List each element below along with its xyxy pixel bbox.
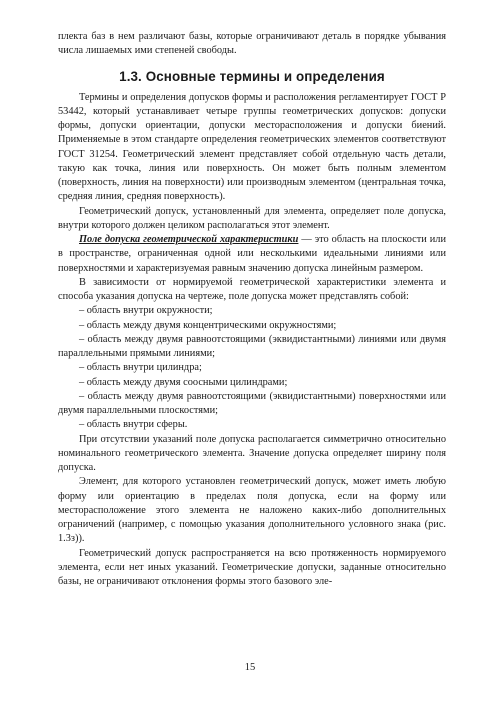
list-item: – область между двумя концентрическими окружностями; [79, 319, 337, 331]
paragraph-tolerance-zone-definition [58, 233, 446, 276]
section-title: 1.3. Основные термины и определения [119, 68, 385, 84]
definition-text: — это область на плоскости или в пространстве, ограниченная одной или несколькими идеальными линиями или поверхностями и характеризуемая равным значению допуска линейным размером. [58, 234, 446, 274]
paragraph-element-form: Элемент, для которого установлен геометрический допуск, может иметь любую форму или ориентацию в пределах поля допуска, если на форму или месторасположение этого элемента не наложено каких-либо дополнительных ограничений (например, с помощью указания дополнительного условного знака (рис. 1.3з)). [58, 476, 446, 545]
paragraph-tolerance-extent: Геометрический допуск распространяется на всю протяженность нормируемого элемента, если нет иных указаний. Геометрические допуски, заданные относительно базы, не ограничивают отклонения формы этого базового эле- [58, 547, 446, 587]
list-item: – область внутри цилиндра; [79, 362, 202, 374]
defined-term: Поле допуска геометрической характеристики [79, 234, 299, 245]
zone-types-list [58, 304, 446, 432]
list-item: – область внутри окружности; [79, 305, 213, 317]
paragraph-symmetric-zone: При отсутствии указаний поле допуска располагается симметрично относительно номинального геометрического элемента. Значение допуска определяет ширину поля допуска. [58, 433, 446, 473]
list-item: – область между двумя равноотстоящими (эквидистантными) линиями или двумя параллельными прямыми линиями; [58, 333, 446, 359]
intro-paragraph: плекта баз в нем различают базы, которые ограничивают деталь в порядке убывания числа лишаемых ими степеней свободы. [58, 31, 446, 57]
paragraph-geometric-tolerance: Геометрический допуск, установленный для элемента, определяет поле допуска, внутри которого должен целиком располагаться этот элемент. [58, 205, 446, 231]
list-item: – область внутри сферы. [79, 419, 188, 431]
page-number: 15 [244, 662, 256, 673]
text-column [58, 30, 446, 589]
paragraph-standards: Термины и определения допусков формы и расположения регламентирует ГОСТ Р 53442, который устанавливает четыре группы геометрических допусков: допуски формы, допуски ориентации, допуски месторасположения и допуски биений. Применяемые в этом стандарте определения геометрических элементов соответствуют ГОСТ 31254. Геометрический элемент представляет собой отдельную часть детали, такую как точка, линия или поверхность. Он может быть полным элементом (поверхность, линия на поверхности) или производным элементом (центральная точка, средняя линия, средняя поверхность). [58, 91, 446, 203]
list-item: – область между двумя равноотстоящими (эквидистантными) поверхностями или двумя параллельными плоскостями; [58, 390, 446, 416]
paragraph-zone-types-intro: В зависимости от нормируемой геометрической характеристики элемента и способа указания допуска на чертеже, поле допуска может представлять собой: [58, 276, 446, 302]
list-item: – область между двумя соосными цилиндрами; [79, 376, 288, 388]
